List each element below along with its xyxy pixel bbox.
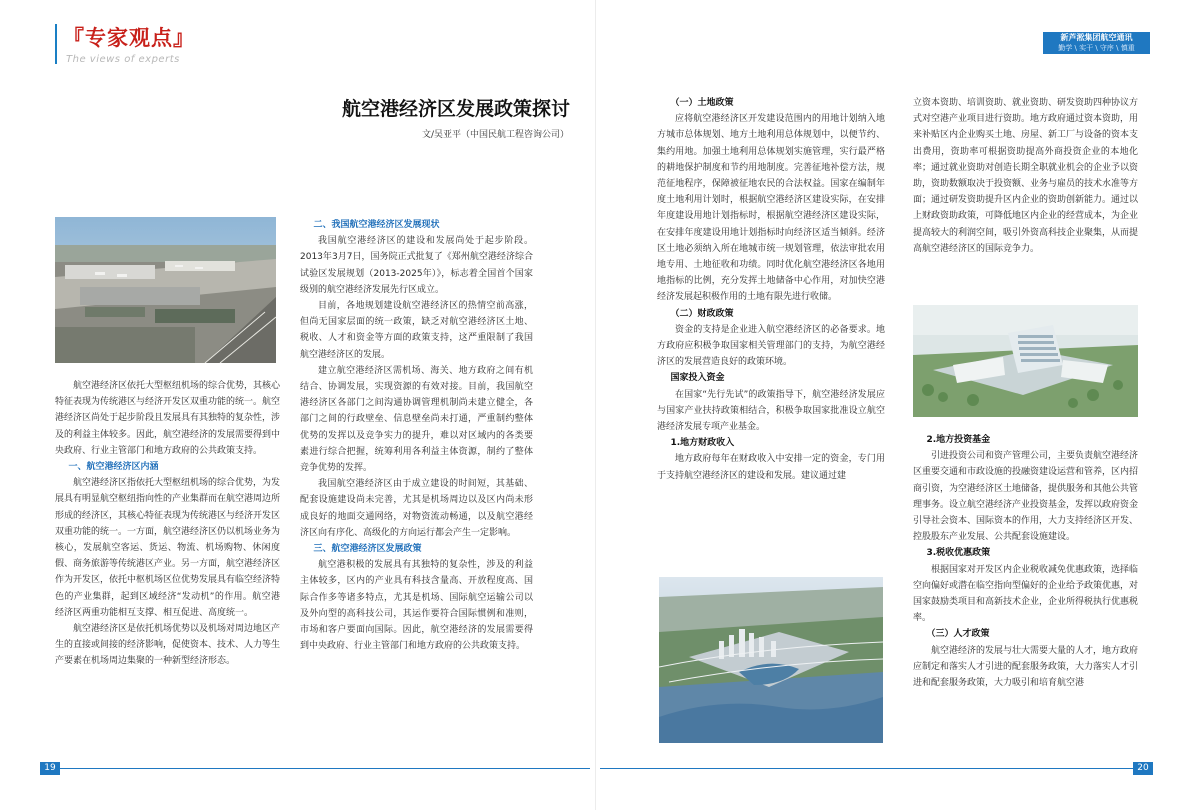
footer-rule-right [600,768,1133,769]
subsection-heading: 国家投入资金 [670,373,725,384]
page-number-left: 19 [40,762,60,775]
body-paragraph: 航空港经济区是依托机场优势以及机场对周边地区产生的直接或间接的经济影响，促使资本、技术、人力等生产要素在机场周边集聚的一种新型经济形态。 [55,624,280,667]
body-paragraph: 建立航空港经济区需机场、海关、地方政府之间有机结合、协调发展，实现资源的有效对接。目前，我国航空港经济区各部门之间沟通协调管理机制尚未建立健全，各部门之间的行政壁垒、信息壁垒尚未打通，严重制约整体优势的发挥以及竞争实力的提升，难以对区域内的各类要素进行综合把握，统筹利用各利益主体资源，制约了整体竞争优势的发挥。 [300,365,533,474]
text-column-1 [55,378,280,748]
page-number-right: 20 [1133,762,1153,775]
publication-badge [1043,32,1150,54]
subsection-heading: 3.税收优惠政策 [926,548,991,559]
body-paragraph: 引进投资公司和资产管理公司，主要负责航空港经济区重要交通和市政设施的投融资建设运营和管养，区内招商引资，为空港经济区土地储备，提供服务和其他公共管理事务。设立航空港经济产业投资基金，发挥以政府资金引导社会资本、国际资本的作用，大力支持经济区开发、控股股东产业发展、公共配套设施建设。 [913,451,1138,543]
body-paragraph: 应将航空港经济区开发建设范围内的用地计划纳入地方城市总体规划、地方土地利用总体规划中，以便节约、集约用地。加强土地利用总体规划实施管理，实行最严格的耕地保护制度和节约用地制度。完善征地补偿方法，规范征地程序，保障被征地农民的合法权益。国家在编制年度土地利用计划时，根据航空港经济区建设实际，在安排年度建设用地计划指标时，根据航空港经济区建设实际，在安排年度建设用地计划指标时向经济区适当倾斜。经济区土地必须纳入所在地城市统一规划管理，依法审批农用地专用、土地征收和功绩。同时优化航空港经济区各地用地指标的比例，充分发挥土地储备中心作用，对加快空港经济发展起积极作用的土地有限先进行收储。 [657,114,885,303]
section-heading: 三、航空港经济区发展政策 [313,544,422,555]
body-paragraph: 我国航空港经济区由于成立建设的时间短，其基础、配套设施建设尚未完善，尤其是机场周边以及区内尚未形成良好的地面交通网络，对物资流动畅通，以及航空港经济区向有序化、高级化的方向运行都会产生一定影响。 [300,479,533,538]
header-accent-bar [55,24,57,64]
body-paragraph: 根据国家对开发区内企业税收减免优惠政策，选择临空向偏好或潜在临空指向型偏好的企业给予政策优惠，对国家鼓励类项目和高新技术企业，企业所得税执行优惠税率。 [913,564,1138,624]
section-subtitle: The views of experts [66,54,180,65]
article-title: 航空港经济区发展政策探讨 [341,98,570,120]
text-column-3 [657,95,885,565]
body-paragraph: 航空港积极的发展具有其独特的复杂性，涉及的利益主体较多，区内的产业具有科技含量高、开放程度高、国际合作多等诸多特点，尤其是机场、国际航空运输公司以及外向型的高科技公司，其运作要符合国际惯例和准则，市场和客户要面向国际。因此，航空港经济的发展需要得到中央政府、行业主管部门和地方政府的公共政策支持。 [300,560,533,652]
subsection-heading: 2.地方投资基金 [926,435,991,445]
subsection-heading: （一）土地政策 [670,98,734,108]
badge-motto: 勤学 \ 实干 \ 守序 \ 慎重 [1058,44,1135,52]
body-paragraph: 立资本资助、培训资助、就业资助、研发资助四种协议方式对空港产业项目进行资助。地方政府通过资本资助，用来补贴区内企业购买土地、房屋、新工厂与设备的资本支出费用，资助率可根据资助提高外商投资企业的本地化率；通过就业资助对创造长期全职就业机会的企业予以资助，资助数额取决于投资额、业务与雇员的技术水准等方面；通过研发资助提升区内企业的资助创新能力。通过以上财政资助政策，可降低地区内企业的经营成本，为企业提高较大的利润空间，吸引外资高科技企业聚集，从而提高航空港经济区的国际竞争力。 [913,98,1138,254]
text-column-4-bottom [913,432,1138,747]
body-paragraph: 在国家“先行先试”的政策指导下，航空港经济发展应与国家产业扶持政策相结合，积极争取国家批准设立航空港经济发展专项产业基金。 [657,389,885,433]
subsection-heading: 1.地方财政收入 [670,438,735,449]
building-rendering [913,305,1138,417]
badge-title: 新芦淞集团航空通讯 [1060,33,1133,42]
section-title: 『专家观点』 [63,26,195,50]
text-column-2 [300,217,533,747]
body-paragraph: 航空港经济区指依托大型枢纽机场的综合优势，为发展具有明显航空枢纽指向性的产业集群而在航空港周边所形成的经济区，其核心特征表现为传统港区与经济开发区双重功能的统一。一方面，航空港经济区仍以机场业务为核心，发展航空客运、货运、物流、机场购物、休闲度假、商务旅游等传统港区产业。另一方面，航空港经济区作为开发区，依托中枢机场区位优势发展具有临空经济特色的产业集群，起到区域经济“发动机”的作用。航空港经济区两重功能相互支撑、相互促进、高度统一。 [55,478,280,618]
body-paragraph: 航空港经济区依托大型枢纽机场的综合优势，其核心特征表现为传统港区与经济开发区双重功能的统一。航空港经济区尚处于起步阶段且发展具有其独特的复杂性，涉及的利益主体较多。因此，航空港经济的发展需要得到中央政府、行业主管部门和地方政府的公共政策支持。 [55,381,280,456]
footer-rule-left [60,768,590,769]
section-heading: 一、航空港经济区内涵 [68,462,159,473]
body-paragraph: 目前，各地规划建设航空港经济区的热情空前高涨，但尚无国家层面的统一政策，缺乏对航空港经济区土地、税收、人才和资金等方面的政策支持，这严重限制了我国航空港经济区的发展。 [300,301,533,360]
body-paragraph: 航空港经济的发展与壮大需要大量的人才，地方政府应制定和落实人才引进的配套服务政策，大力落实人才引进和配套服务政策，大力吸引和培育航空港 [913,645,1138,689]
section-heading: 二、我国航空港经济区发展现状 [313,220,440,230]
page-fold [595,0,596,810]
body-paragraph: 资金的支持是企业进入航空港经济区的必备要求。地方政府应积极争取国家相关管理部门的支持，为航空港经济区的发展营造良好的政策环境。 [657,324,885,368]
body-paragraph: 地方政府每年在财政收入中安排一定的资金，专门用于支持航空港经济区的建设和发展。建议通过建 [657,454,885,481]
text-column-4-top [913,95,1138,295]
subsection-heading: （二）财政政策 [670,308,734,319]
article-byline: 文/吴亚平（中国民航工程咨询公司） [421,130,569,140]
airport-photo [55,217,276,363]
body-paragraph: 我国航空港经济区的建设和发展尚处于起步阶段。2013年3月7日，国务院正式批复了《郑州航空港经济综合试验区发展规划（2013-2025年）》，标志着全国首个国家级别的航空港经济发展先行区成立。 [300,236,533,295]
aerial-city-plan [659,577,883,743]
subsection-heading: （三）人才政策 [926,629,990,640]
